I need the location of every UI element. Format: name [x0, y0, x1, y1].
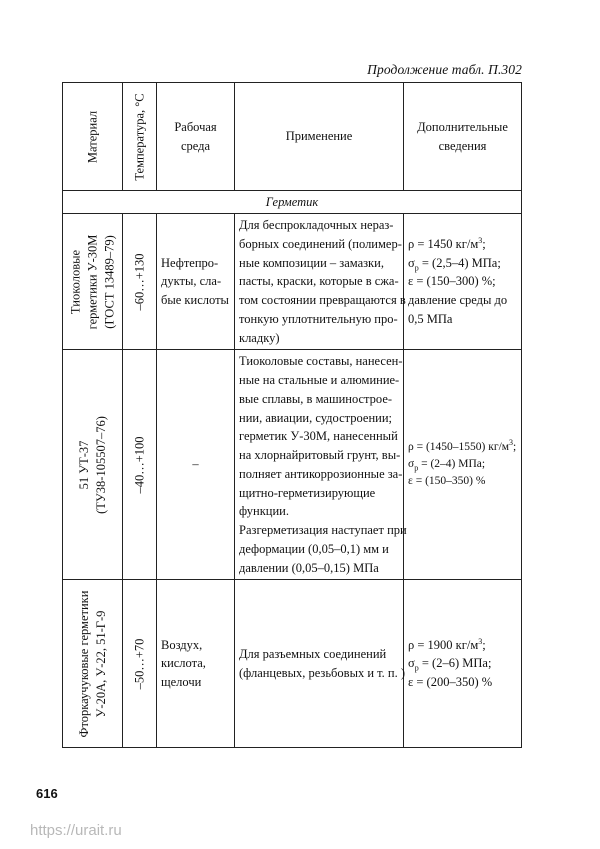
elongation-line: ε = (150–350) %	[408, 475, 486, 488]
application-line: борных соединений (полимер-	[239, 236, 402, 251]
application-line: Разгерметизация наступает при	[239, 523, 407, 537]
elongation-line: ε = (150–300) %;	[408, 274, 496, 289]
header-medium-line: Рабочая	[174, 119, 217, 134]
cell-temperature	[123, 350, 157, 580]
medium-line: дукты, сла-	[161, 274, 222, 289]
header-material-label: Материал	[85, 110, 100, 163]
medium-line: кислота,	[161, 656, 206, 671]
table-row	[63, 214, 522, 350]
application-line: кладку)	[239, 330, 280, 345]
header-row	[63, 83, 522, 191]
application-line: давлении (0,05–0,15) МПа	[239, 560, 379, 575]
header-extra	[404, 83, 522, 191]
application-line: полняет антикоррозионные за-	[239, 466, 403, 481]
header-medium	[157, 83, 235, 191]
application-line: вые сплавы, в машинострое-	[239, 391, 393, 406]
application-line: том состоянии превращаются в	[239, 293, 406, 307]
density-line: ρ = 1450 $кг/м^3$;	[408, 235, 486, 251]
cell-application	[235, 580, 404, 748]
data-table	[62, 82, 522, 748]
application-line: нии, авиации, судостроении;	[239, 410, 392, 425]
cell-medium	[157, 350, 235, 580]
application-line: щитно-герметизирующие	[239, 485, 376, 500]
application-line: деформации (0,05–0,1) мм и	[239, 541, 389, 556]
header-material	[63, 83, 123, 191]
cell-medium	[157, 580, 235, 748]
application-line: Тиоколовые составы, нанесен-	[239, 354, 403, 369]
extra-line: давление среды до	[408, 293, 508, 307]
header-extra-line: Дополнительные	[417, 119, 508, 134]
density-line: ρ = (1450–1550) $кг/м^3$;	[408, 438, 517, 453]
extra-line: 0,5 МПа	[408, 311, 453, 326]
strength-line: $\sigma_р = (2-6)$ МПа;	[408, 656, 492, 673]
medium-line: Нефтепро-	[161, 255, 219, 270]
section-title: Герметик	[63, 191, 522, 214]
application-line: (фланцевых, резьбовых и т. п. )	[239, 665, 406, 680]
density-line: ρ = 1900 $кг/м^3$;	[408, 636, 486, 652]
strength-line: $\sigma_р = (2,5-4)$ МПа;	[408, 255, 501, 272]
application-line: Для разъемных соединений	[239, 647, 387, 661]
section-row	[63, 191, 522, 214]
medium-line: Воздух,	[161, 637, 203, 652]
header-temperature	[123, 83, 157, 191]
material-text: 51 УТ-37 (ТУ38-105507–76)	[76, 415, 108, 514]
header-temperature-label: Температура, °С	[132, 92, 147, 181]
cell-extra	[404, 580, 522, 748]
material-text: Фторкаучуковые герметики У-20А, У-22, 51-Г-9	[76, 590, 108, 738]
material-text: Тиоколовые герметики У-30М (ГОСТ 13489–79)	[68, 234, 116, 329]
strength-line: $\sigma_р = (2-4)$ МПа;	[408, 458, 486, 473]
medium-line: –	[192, 457, 199, 472]
cell-extra	[404, 350, 522, 580]
header-medium-line: среда	[180, 138, 211, 153]
application-line: функции.	[239, 504, 289, 519]
application-line: ные композиции – замазки,	[239, 255, 384, 270]
page-number: 616	[36, 786, 58, 801]
watermark-url: https://urait.ru	[30, 822, 122, 839]
application-line: тонкую уплотнительную про-	[239, 311, 398, 326]
table-row	[63, 580, 522, 748]
cell-temperature	[123, 214, 157, 350]
header-application	[235, 83, 404, 191]
application-line: пасты, краски, которые в сжа-	[239, 274, 399, 289]
application-line: герметик У-30М, нанесенный	[239, 429, 398, 444]
medium-line: щелочи	[161, 675, 202, 690]
cell-material	[63, 214, 123, 350]
cell-application	[235, 350, 407, 580]
application-line: на хлорнайритовый грунт, вы-	[239, 448, 401, 462]
application-line: Для беспрокладочных нераз-	[239, 218, 394, 232]
table-row	[63, 350, 522, 580]
header-extra-line: сведения	[438, 138, 487, 153]
temperature-text: –60…+130	[132, 253, 147, 311]
cell-material	[63, 580, 123, 748]
table-caption: Продолжение табл. П.302	[367, 62, 522, 77]
header-application-label: Применение	[285, 129, 353, 144]
temperature-text: –50…+70	[132, 638, 147, 690]
cell-medium	[157, 214, 235, 350]
temperature-text: –40…+100	[132, 436, 147, 494]
cell-material	[63, 350, 123, 580]
cell-application	[235, 214, 404, 350]
elongation-line: ε = (200–350) %	[408, 675, 493, 690]
cell-extra	[404, 214, 522, 350]
application-line: ные на стальные и алюминие-	[239, 373, 400, 387]
medium-line: бые кислоты	[161, 293, 229, 307]
cell-temperature	[123, 580, 157, 748]
